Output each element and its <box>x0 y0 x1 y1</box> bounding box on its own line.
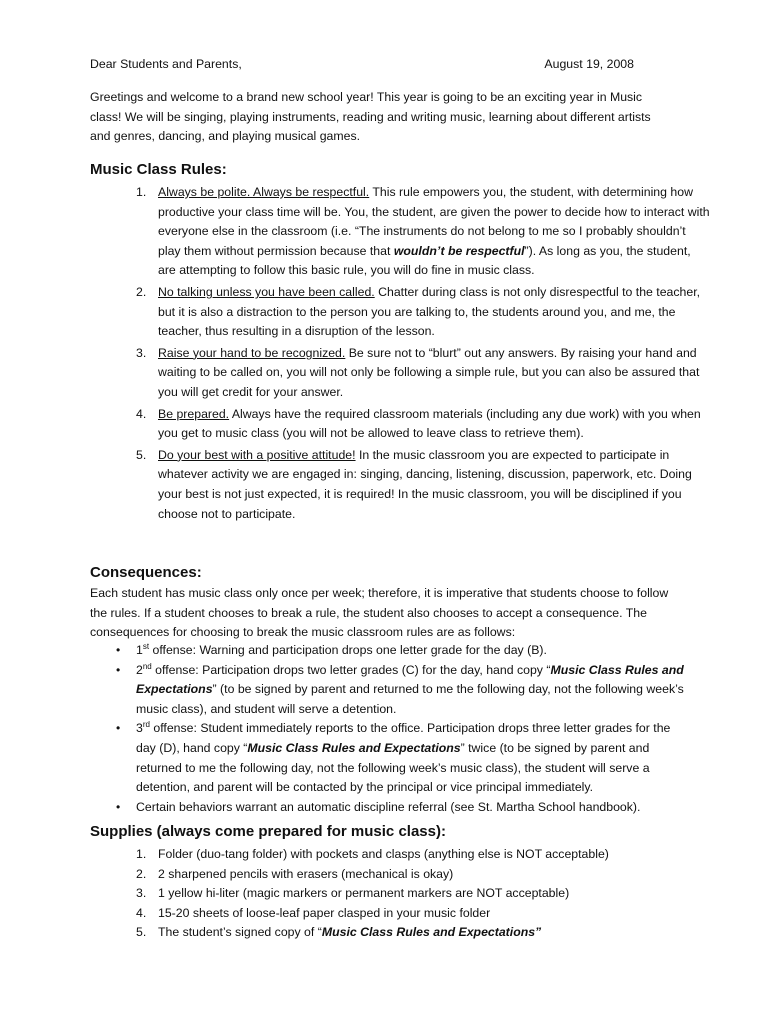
supply-number: 2. <box>136 866 147 881</box>
ordinal-suffix: rd <box>142 720 150 730</box>
rule-title: Always be polite. Always be respectful. <box>158 185 370 199</box>
rule-text: Always have the required classroom materials (including any due work) with you when you get to music class (you will not be allowed to leave class to retrieve them). <box>158 406 701 441</box>
consequences-list <box>90 641 690 817</box>
rule-title: No talking unless you have been called. <box>158 284 375 299</box>
supply-item <box>90 865 690 885</box>
consequences-heading: Consequences: <box>90 564 202 581</box>
supply-number: 5. <box>136 925 147 940</box>
rule-text: Chatter during class is not only disrespectful to the teacher, but it is also a distraction to the person you are talking to, the students around you, and me, the teacher, thus resulting in a disruption of the lesson. <box>158 284 701 339</box>
rule-number: 4. <box>136 406 147 421</box>
bullet-icon: • <box>116 643 121 657</box>
letter-date: August 19, 2008 <box>544 57 634 71</box>
rule-title: Do your best with a positive attitude! <box>158 447 356 462</box>
bullet-icon: • <box>116 721 121 736</box>
salutation: Dear Students and Parents, <box>90 57 242 71</box>
supply-item <box>90 845 690 865</box>
rule-item <box>90 283 710 342</box>
rule-text: This rule empowers you, the student, with determining how productive your class time will be. You, the student, are given the power to decide how to interact with everyone else in the classroom (i.e. “The instruments do not belong to me so I probably shouldn’t play them without permission because that <box>158 185 710 258</box>
offense-ordinal: 2 <box>136 662 143 677</box>
consequence-item <box>90 661 690 720</box>
consequence-text: offense: Warning and participation drops one letter grade for the day (B). <box>149 643 547 657</box>
consequence-item <box>90 719 690 797</box>
supply-item <box>90 904 690 924</box>
consequence-text: Certain behaviors warrant an automatic discipline referral (see St. Martha School handbook). <box>136 799 641 814</box>
supply-number: 3. <box>136 886 147 901</box>
consequence-text-end: ” twice (to be signed by parent and returned to me the following day, not the following week’s music class), the student will serve a detention, and parent will be contacted by the principal or vice principal immediately. <box>136 740 650 795</box>
supply-text: Folder (duo-tang folder) with pockets and clasps (anything else is NOT acceptable) <box>158 847 609 861</box>
rule-item <box>90 405 710 444</box>
rule-text: In the music classroom you are expected to participate in whatever activity we are engaged in: singing, dancing, listening, discussion, paperwork, etc. Doing your best is not just expected, it is required! In the music classroom, you will be disciplined if you choose not to participate. <box>158 447 692 521</box>
consequence-item <box>90 641 690 661</box>
offense-ordinal: 1 <box>136 643 143 657</box>
supply-number: 4. <box>136 905 147 920</box>
supply-text: The student’s signed copy of “ <box>158 925 322 940</box>
offense-ordinal: 3 <box>136 721 143 736</box>
document-title-emphasis: Music Class Rules and Expectations <box>247 740 461 755</box>
rule-text: Be sure not to “blurt” out any answers. By raising your hand and waiting to be called on, you will not only be following a simple rule, but you can also be assured that you will get credit for your answer. <box>158 345 700 399</box>
supply-item <box>90 884 690 904</box>
bullet-icon: • <box>116 662 121 677</box>
consequence-text-end: ” (to be signed by parent and returned to me the following day, not the following week’s music class), and student will serve a detention. <box>136 682 684 716</box>
supply-item <box>90 923 690 943</box>
rules-heading: Music Class Rules: <box>90 161 227 178</box>
rule-item <box>90 183 710 281</box>
rule-item <box>90 344 710 403</box>
rule-item <box>90 446 710 524</box>
supplies-heading: Supplies (always come prepared for music class): <box>90 823 446 840</box>
ordinal-suffix: nd <box>142 661 152 671</box>
rule-title: Raise your hand to be recognized. <box>158 345 346 360</box>
ordinal-suffix: st <box>142 641 150 651</box>
rule-number: 5. <box>136 447 147 462</box>
supplies-list <box>90 845 690 943</box>
bullet-icon: • <box>116 799 121 814</box>
consequence-text: offense: Participation drops two letter grades (C) for the day, hand copy “ <box>151 662 551 677</box>
rule-number: 3. <box>136 345 147 360</box>
rules-list <box>90 183 710 524</box>
intro-paragraph: Greetings and welcome to a brand new school year! This year is going to be an exciting year in Music class! We will be singing, playing instruments, reading and writing music, learning about different artists and genres, dancing, and playing musical games. <box>90 90 651 144</box>
rule-number: 2. <box>136 284 147 299</box>
rule-emphasis: wouldn’t be respectful <box>393 243 525 258</box>
letter-header <box>90 55 634 74</box>
document-title-emphasis: Music Class Rules and Expectations” <box>321 925 542 940</box>
consequence-item <box>90 798 690 818</box>
consequence-text: offense: Student immediately reports to the office. Participation drops three letter grades for the day (D), hand copy “ <box>136 721 671 755</box>
supply-number: 1. <box>136 847 147 861</box>
supply-text: 1 yellow hi-liter (magic markers or permanent markers are NOT acceptable) <box>158 886 570 901</box>
consequences-intro: Each student has music class only once per week; therefore, it is imperative that students choose to follow the rules. If a student chooses to break a rule, the student also chooses to accept a consequence. The consequences for choosing to break the music classroom rules are as follows: <box>90 586 669 640</box>
rule-title: Be prepared. <box>158 406 230 421</box>
rule-number: 1. <box>136 185 147 199</box>
document-title-emphasis: Music Class Rules and Expectations <box>136 662 684 697</box>
supply-text: 2 sharpened pencils with erasers (mechanical is okay) <box>158 866 454 881</box>
rule-text-end: ”). As long as you, the student, are attempting to follow this basic rule, you will do fine in music class. <box>158 243 691 278</box>
supply-text: 15-20 sheets of loose-leaf paper clasped in your music folder <box>158 905 491 920</box>
